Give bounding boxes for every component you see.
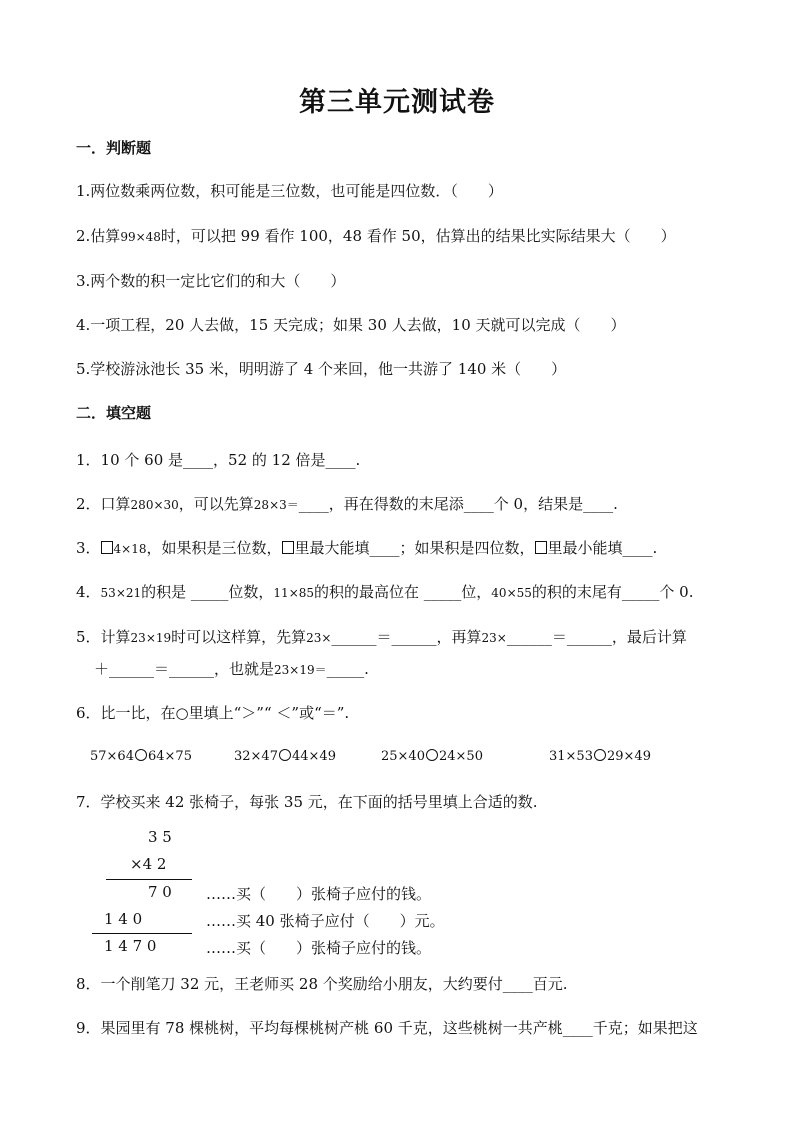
judgment-q5: 5.学校游泳池长 35 米，明明游了 4 个来回，他一共游了 140 米（ ） xyxy=(76,360,567,378)
fill-q4 xyxy=(76,582,693,603)
fill-q6: 6．比一比，在○里填上“＞”“ ＜”或“＝”. xyxy=(76,704,350,722)
q3-mid: ，如果积是三位数， xyxy=(146,539,282,557)
q5-part-c: ______＝______，最后计算 xyxy=(506,628,687,646)
compare-left: 32×47 xyxy=(234,749,278,764)
calc-row-partial-1: 7 0 xyxy=(148,883,172,901)
circle-icon xyxy=(594,749,606,761)
q5-expression-1: 23×19 xyxy=(130,631,172,645)
calc-row-product: 1 4 7 0 xyxy=(104,937,157,955)
q2-prefix: 2．口算 xyxy=(76,495,131,513)
q2-text: 时，可以把 99 看作 100，48 看作 50，估算出的结果比实际结果大（ ） xyxy=(160,227,676,245)
fill-q5-line1 xyxy=(76,627,687,648)
judgment-q1: 1.两位数乘两位数，积可能是三位数，也可能是四位数．（ ） xyxy=(76,182,503,200)
q3-prefix: 3． xyxy=(76,539,101,557)
q4-part-a: 的积是 _____位数， xyxy=(141,583,274,601)
q5-prefix: 5．计算 xyxy=(76,628,131,646)
q2-mid: ，可以先算 xyxy=(178,495,254,513)
q5-expression-3: 23× xyxy=(481,631,507,645)
q2-expression: 99×48 xyxy=(120,230,161,244)
judgment-q4: 4.一项工程，20 人去做，15 天完成；如果 30 人去做，10 天就可以完成（ ） xyxy=(76,316,626,334)
q3-tail: 里最小能填____. xyxy=(547,539,658,557)
compare-left: 25×40 xyxy=(381,749,425,764)
q4-expression-3: 40×55 xyxy=(491,586,532,600)
calc-note-2: ……买 40 张椅子应付（ ）元。 xyxy=(206,912,445,930)
judgment-q3: 3.两个数的积一定比它们的和大（ ） xyxy=(76,272,346,290)
compare-item-1 xyxy=(90,749,192,764)
compare-right: 64×75 xyxy=(147,749,192,764)
section-heading-fill: 二．填空题 xyxy=(76,404,152,422)
compare-item-4 xyxy=(549,749,651,764)
calc-rule-2 xyxy=(92,933,192,934)
calc-note-1: ……买（ ）张椅子应付的钱。 xyxy=(206,885,432,903)
q2-tail: ____，再在得数的末尾添____个 0，结果是____. xyxy=(298,495,618,513)
q2-expression-1: 280×30 xyxy=(130,498,179,512)
fill-q8: 8．一个削笔刀 32 元，王老师买 28 个奖励给小朋友，大约要付____百元. xyxy=(76,975,568,993)
fill-q1: 1．10 个 60 是____，52 的 12 倍是____. xyxy=(76,451,361,469)
fill-q5-line2 xyxy=(94,659,369,680)
box-icon xyxy=(101,541,113,554)
calc-row-multiplicand: 3 5 xyxy=(148,828,172,846)
compare-left: 31×53 xyxy=(549,749,593,764)
compare-right: 24×50 xyxy=(438,749,483,764)
calc-rule-1 xyxy=(106,879,192,880)
circle-icon xyxy=(279,749,291,761)
calc-note-3: ……买（ ）张椅子应付的钱。 xyxy=(206,939,432,957)
page-title: 第三单元测试卷 xyxy=(299,87,495,118)
q5-expression-2: 23× xyxy=(306,631,332,645)
circle-icon xyxy=(426,749,438,761)
q5-line2-b: _____. xyxy=(326,660,369,678)
q4-part-c: 的积的末尾有_____个 0. xyxy=(531,583,694,601)
circle-icon xyxy=(135,749,147,761)
q3-expression: 4×18 xyxy=(113,542,147,556)
fill-q3 xyxy=(76,538,657,559)
fill-q7: 7．学校买来 42 张椅子，每张 35 元，在下面的括号里填上合适的数. xyxy=(76,793,538,811)
q2-expression-2: 28×3＝ xyxy=(253,498,299,512)
q4-expression-1: 53×21 xyxy=(100,586,142,600)
q4-part-b: 的积的最高位在 _____位， xyxy=(314,583,492,601)
q5-part-a: 时可以这样算，先算 xyxy=(171,628,307,646)
compare-right: 44×49 xyxy=(291,749,336,764)
q4-expression-2: 11×85 xyxy=(273,586,315,600)
box-icon xyxy=(535,541,547,554)
compare-item-3 xyxy=(381,749,483,764)
judgment-q2 xyxy=(76,226,676,247)
q3-mid2: 里最大能填____；如果积是四位数， xyxy=(294,539,535,557)
section-heading-judgment: 一．判断题 xyxy=(76,139,152,157)
fill-q2 xyxy=(76,494,618,515)
q4-prefix: 4． xyxy=(76,583,101,601)
box-icon xyxy=(282,541,294,554)
fill-q9: 9．果园里有 78 棵桃树，平均每棵桃树产桃 60 千克，这些桃树一共产桃____千克；如果把这 xyxy=(76,1019,698,1037)
calc-row-partial-2: 1 4 0 xyxy=(104,910,143,928)
q5-part-b: ______＝______，再算 xyxy=(331,628,482,646)
calc-row-multiplier: ×4 2 xyxy=(130,855,167,873)
q2-prefix: 2.估算 xyxy=(76,227,121,245)
q5-line2-a: ＋______＝______，也就是 xyxy=(94,660,275,678)
compare-left: 57×64 xyxy=(90,749,134,764)
q5-expression-4: 23×19＝ xyxy=(274,663,327,677)
compare-item-2 xyxy=(234,749,336,764)
compare-right: 29×49 xyxy=(606,749,651,764)
